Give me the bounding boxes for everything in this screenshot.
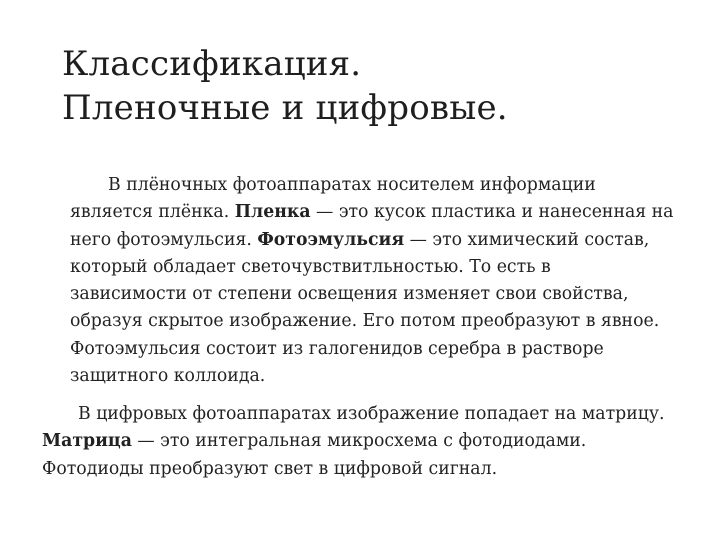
term-photoemulsion: Фотоэмульсия — [257, 229, 405, 250]
text-line: защитного коллоида. — [70, 366, 266, 387]
text-run: — это химический состав, — [404, 229, 650, 250]
digital-cameras-paragraph — [42, 401, 702, 483]
slide-title — [62, 42, 682, 130]
term-film: Пленка — [234, 202, 311, 223]
text-line: Фотодиоды преобразуют свет в цифровой сигнал. — [42, 458, 498, 479]
text-line: В цифровых фотоаппаратах изображение попадает на матрицу. — [78, 404, 665, 424]
text-line: который обладает светочувствитльностью. То есть в — [70, 256, 551, 277]
text-line: В плёночных фотоаппаратах носителем информации — [108, 175, 596, 195]
title-line-2: Пленочные и цифровые. — [62, 88, 508, 128]
text-run: является плёнка. — [70, 202, 235, 223]
text-run: него фотоэмульсия. — [70, 229, 258, 250]
text-line — [70, 227, 690, 254]
text-line — [42, 428, 702, 455]
text-line — [70, 199, 690, 226]
text-run: — это кусок пластика и нанесенная на — [310, 202, 674, 223]
term-matrix: Матрица — [42, 431, 132, 452]
title-line-1: Классификация. — [62, 44, 362, 84]
film-cameras-paragraph — [70, 172, 690, 390]
text-run: — это интегральная микросхема с фотодиодами. — [131, 431, 587, 452]
text-line: зависимости от степени освещения изменяет свои свойства, — [70, 284, 629, 305]
text-line: образуя скрытое изображение. Его потом преобразуют в явное. — [70, 311, 660, 332]
text-line: Фотоэмульсия состоит из галогенидов серебра в растворе — [70, 338, 604, 359]
